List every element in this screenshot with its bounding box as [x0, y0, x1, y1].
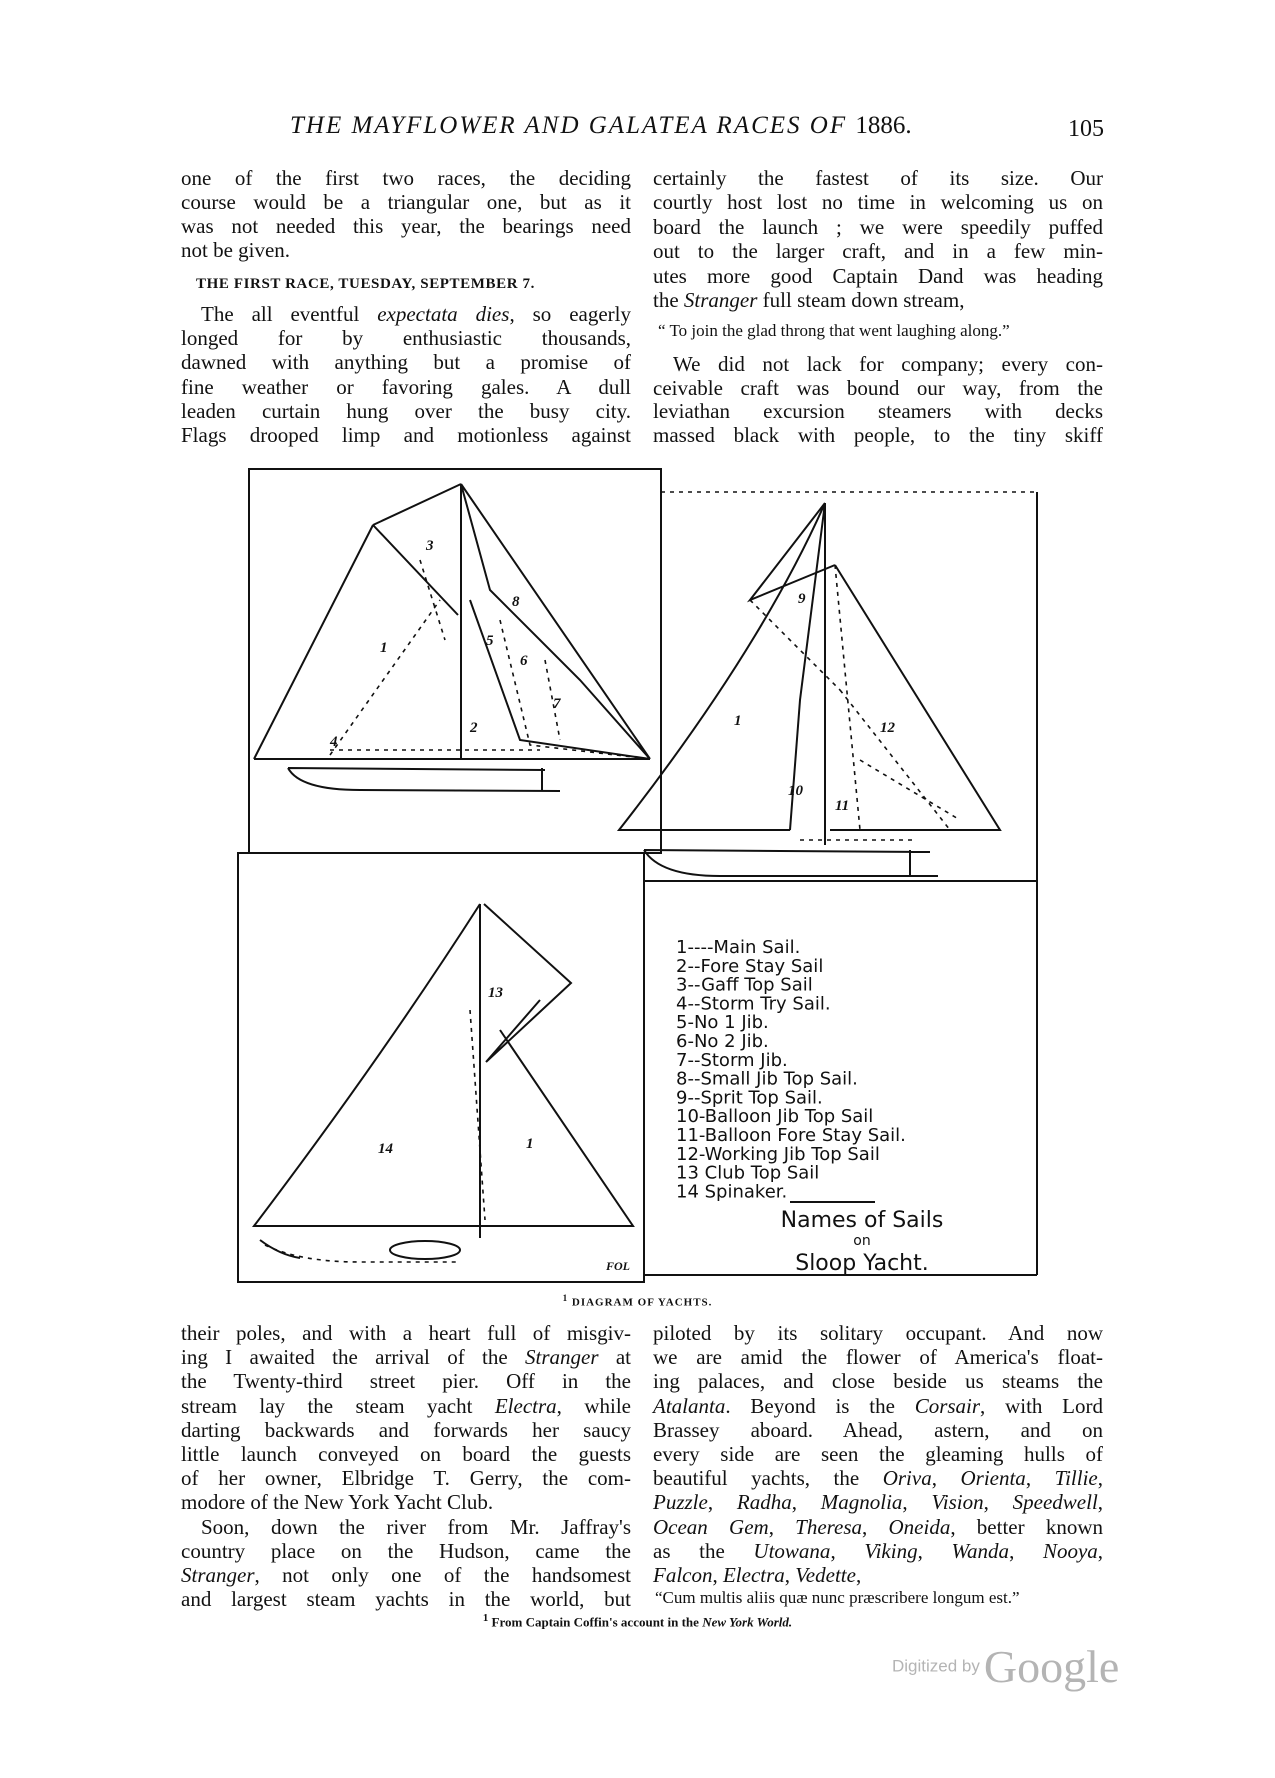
text-span: , — [1097, 1539, 1104, 1563]
italic-text: Vedette — [795, 1563, 856, 1587]
italic-text: Wanda — [951, 1539, 1010, 1563]
text-span: , — [707, 1490, 737, 1514]
text-line: massed black with people, to the tiny skiff — [653, 423, 1103, 447]
legend-item: 7--Storm Jib. — [676, 1049, 788, 1071]
text-span: full steam down stream, — [757, 288, 965, 312]
italic-text: Atalanta — [653, 1394, 726, 1418]
legend-item: 2--Fore Stay Sail — [676, 955, 824, 977]
italic-text: Stranger — [525, 1345, 599, 1369]
sail-label: 10 — [788, 783, 803, 799]
latin-quote: “Cum multis aliis quæ nunc præscribere longum est.” — [655, 1588, 1020, 1607]
sail-label: 3 — [426, 538, 434, 554]
caption-text: DIAGRAM OF YACHTS. — [571, 1296, 713, 1309]
legend-item: 1----Main Sail. — [676, 937, 801, 958]
text-span: , — [1097, 1466, 1104, 1490]
legend-title-line: Names of Sails — [780, 1208, 944, 1233]
italic-text: Vision — [931, 1490, 984, 1514]
legend-item: 14 Spinaker. — [676, 1181, 788, 1203]
italic-text: Falcon — [653, 1563, 713, 1587]
text-span: stream lay the steam yacht — [181, 1394, 495, 1418]
figure-caption — [0, 1293, 1275, 1309]
footnote-text: From Captain Coffin's account in the — [491, 1614, 703, 1630]
text-span: , — [830, 1539, 865, 1563]
sail-label: 2 — [470, 720, 478, 736]
italic-text: Puzzle — [653, 1490, 708, 1514]
sail-label: 1 — [380, 640, 388, 656]
sail-label: 14 — [378, 1141, 393, 1157]
italic-text: Utowana — [753, 1539, 831, 1563]
text-span: , — [1009, 1539, 1043, 1563]
text-line: their poles, and with a heart full of misgiv- — [181, 1321, 631, 1345]
text-span: , so eagerly — [509, 302, 631, 326]
italic-text: Magnolia — [820, 1490, 903, 1514]
text-line — [653, 1514, 1103, 1540]
text-span: , — [768, 1515, 796, 1539]
footnote-marker: 1 — [482, 1612, 489, 1624]
italic-text: Electra — [494, 1394, 557, 1418]
running-header-title: THE MAYFLOWER AND GALATEA RACES OF — [290, 112, 848, 139]
text-line: modore of the New York Yacht Club. — [181, 1490, 494, 1514]
text-span: , — [917, 1539, 952, 1563]
sail-label: 5 — [486, 633, 494, 649]
text-line: leaden curtain hung over the busy city. — [181, 399, 631, 423]
text-line: We did not lack for company; every con- — [673, 352, 1103, 376]
sloop-diagram-light-sails — [619, 503, 1000, 876]
legend-item: 9--Sprit Top Sail. — [676, 1087, 823, 1109]
italic-text: Speedwell — [1012, 1490, 1098, 1514]
text-line: Soon, down the river from Mr. Jaffray's — [201, 1515, 631, 1539]
sail-label: 8 — [512, 594, 520, 610]
text-span: , — [791, 1490, 821, 1514]
sail-label: 13 — [488, 985, 503, 1001]
text-line: of her owner, Elbridge T. Gerry, the com- — [181, 1466, 631, 1490]
text-line: courtly host lost no time in welcoming us on — [653, 190, 1103, 214]
text-span: , while — [556, 1394, 631, 1418]
text-line: fine weather or favoring gales. A dull — [181, 375, 631, 399]
text-span: beautiful yachts, the — [653, 1466, 883, 1490]
legend-item: 4--Storm Try Sail. — [676, 993, 831, 1015]
footnote-source: New York World. — [702, 1614, 793, 1630]
italic-text: Oneida — [888, 1515, 951, 1539]
sail-label: 9 — [798, 591, 806, 607]
text-line — [653, 1562, 1103, 1588]
text-line: country place on the Hudson, came the — [181, 1539, 631, 1563]
italic-text: Tillie — [1054, 1466, 1098, 1490]
caption-footnote-marker: 1 — [562, 1293, 569, 1303]
text-line: darting backwards and forwards her saucy — [181, 1418, 631, 1442]
text-line: we are amid the flower of America's float- — [653, 1345, 1103, 1369]
legend-item: 8--Small Jib Top Sail. — [676, 1068, 858, 1090]
sail-label: 6 — [520, 653, 528, 669]
text-line: longed for by enthusiastic thousands, — [181, 326, 631, 350]
text-span: , with Lord — [980, 1394, 1103, 1418]
text-line: ing palaces, and close beside us steams the — [653, 1369, 1103, 1393]
text-span: , — [784, 1563, 796, 1587]
text-span: , — [855, 1563, 862, 1587]
sail-label: 1 — [526, 1136, 534, 1152]
text-line: one of the first two races, the deciding — [181, 166, 631, 190]
text-line — [181, 1562, 631, 1588]
text-span: , — [862, 1515, 889, 1539]
italic-text: Orienta — [960, 1466, 1026, 1490]
italic-text: expectata dies — [377, 302, 510, 326]
legend-item: 10-Balloon Jib Top Sail — [676, 1106, 874, 1128]
italic-text: Theresa — [795, 1515, 863, 1539]
sail-label: 4 — [330, 734, 338, 750]
legend-item: 5-No 1 Jib. — [676, 1012, 769, 1034]
italic-text: Stranger — [181, 1563, 255, 1587]
text-line: ceivable craft was bound our way, from the — [653, 376, 1103, 400]
italic-text: Nooya — [1042, 1539, 1098, 1563]
running-header-year: 1886. — [855, 112, 912, 139]
italic-text: Ocean Gem — [653, 1515, 769, 1539]
italic-text: Oriva — [882, 1466, 932, 1490]
section-heading: THE FIRST RACE, TUESDAY, SEPTEMBER 7. — [196, 276, 535, 292]
text-line: Flags drooped limp and motionless against — [181, 423, 631, 447]
text-span: , — [1025, 1466, 1055, 1490]
sail-names-legend — [676, 937, 906, 1202]
italic-text: Radha — [736, 1490, 792, 1514]
text-line: little launch conveyed on board the guests — [181, 1442, 631, 1466]
sail-label: 11 — [835, 798, 850, 814]
watermark-prefix: Digitized by — [892, 1656, 980, 1676]
text-line — [181, 1393, 631, 1419]
text-line: Brassey aboard. Ahead, astern, and on — [653, 1418, 1103, 1442]
italic-text: Electra — [722, 1563, 785, 1587]
legend-title-line: on — [853, 1233, 871, 1249]
text-span: , — [1097, 1490, 1104, 1514]
text-line: and largest steam yachts in the world, but — [181, 1587, 631, 1611]
sail-label: 7 — [553, 696, 561, 712]
text-line — [653, 1465, 1103, 1491]
text-span: , not only one of the handsomest — [254, 1563, 631, 1587]
text-span: . Beyond is the — [725, 1394, 915, 1418]
text-span: , better known — [950, 1515, 1103, 1539]
sloop-diagram-spinnaker — [254, 904, 633, 1262]
text-line: was not needed this year, the bearings need — [181, 214, 631, 238]
text-line: utes more good Captain Dand was heading — [653, 264, 1103, 288]
text-line — [181, 1344, 631, 1370]
text-span: ing I awaited the arrival of the — [181, 1345, 526, 1369]
text-line: piloted by its solitary occupant. And now — [653, 1321, 1103, 1345]
text-line — [653, 1489, 1103, 1515]
page-number: 105 — [1068, 116, 1104, 142]
italic-text: Stranger — [683, 288, 758, 312]
text-line — [653, 1538, 1103, 1564]
legend-item: 11-Balloon Fore Stay Sail. — [676, 1125, 906, 1146]
sail-label: 12 — [880, 720, 895, 736]
text-span: as the — [653, 1539, 754, 1563]
legend-title-line: Sloop Yacht. — [795, 1251, 929, 1276]
text-line: course would be a triangular one, but as it — [181, 190, 631, 214]
sloop-diagram-standard-sails — [254, 484, 650, 792]
italic-text: Corsair — [914, 1394, 981, 1418]
text-span: , — [712, 1563, 723, 1587]
text-line: not be given. — [181, 238, 291, 262]
text-line — [653, 1393, 1103, 1419]
sail-label: 1 — [734, 713, 742, 729]
text-span: The all eventful — [201, 302, 378, 326]
artist-signature: FOL — [606, 1259, 630, 1273]
footnote — [0, 1612, 1275, 1630]
google-logo: Google — [983, 1641, 1120, 1692]
italic-text: Viking — [864, 1539, 918, 1563]
text-line: leviathan excursion steamers with decks — [653, 399, 1103, 423]
text-span: , — [902, 1490, 932, 1514]
text-span: , — [983, 1490, 1013, 1514]
text-span: the — [653, 288, 684, 312]
text-line: dawned with anything but a promise of — [181, 350, 631, 374]
text-line: the Twenty-third street pier. Off in the — [181, 1369, 631, 1393]
verse-quote: “ To join the glad throng that went laughing along.” — [658, 321, 1010, 340]
legend-item: 13 Club Top Sail — [676, 1162, 820, 1184]
legend-item: 12-Working Jib Top Sail — [676, 1143, 880, 1165]
text-line: every side are seen the gleaming hulls of — [653, 1442, 1103, 1466]
text-line: out to the larger craft, and in a few min- — [653, 239, 1103, 263]
text-span: , — [931, 1466, 961, 1490]
legend-item: 3--Gaff Top Sail — [676, 974, 813, 996]
text-span: at — [598, 1345, 631, 1369]
legend-item: 6-No 2 Jib. — [676, 1031, 769, 1052]
google-watermark — [892, 1640, 1119, 1693]
text-line: board the launch ; we were speedily puffed — [653, 215, 1103, 239]
text-line: certainly the fastest of its size. Our — [653, 166, 1103, 190]
